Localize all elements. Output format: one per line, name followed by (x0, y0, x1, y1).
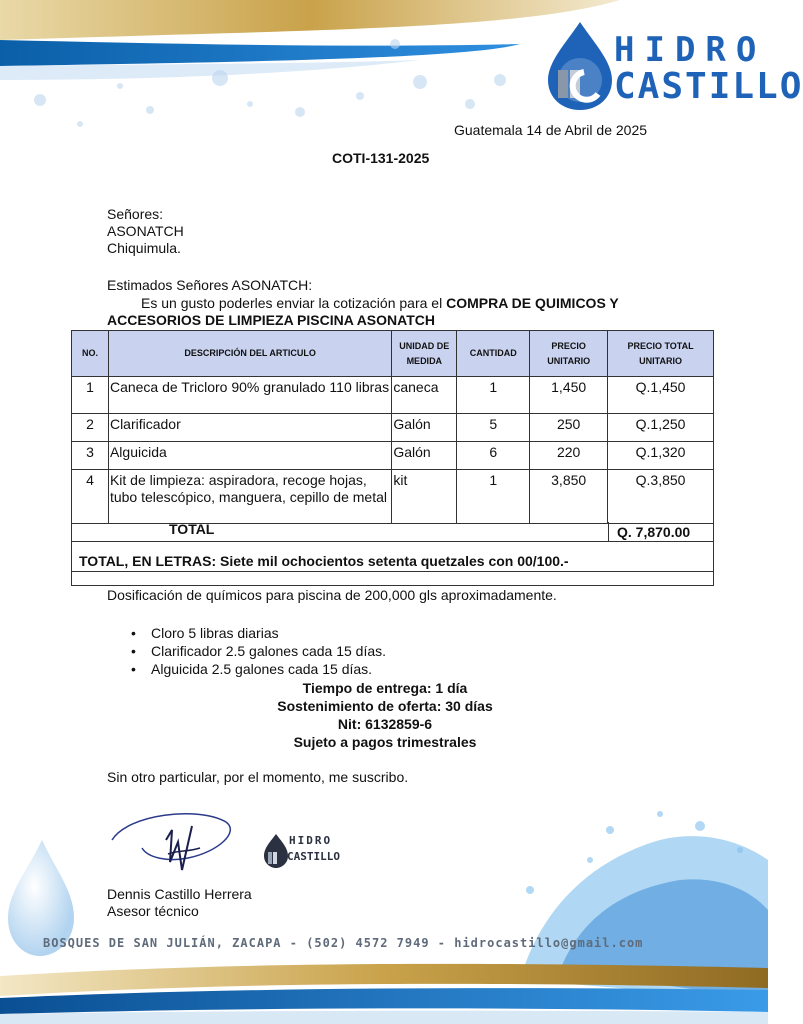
row-no: 4 (72, 470, 109, 524)
row-unit: Galón (392, 414, 457, 442)
row-quantity: 1 (457, 377, 530, 414)
dosage-list (151, 624, 386, 678)
row-unit-price: 3,850 (530, 470, 608, 524)
row-quantity: 6 (457, 442, 530, 470)
closing-text: Sin otro particular, por el momento, me suscribo. (107, 769, 409, 785)
total-value: Q. 7,870.00 (617, 524, 691, 540)
total-label: TOTAL (72, 522, 609, 541)
table-row (72, 414, 714, 442)
stamp-text-hidro: HIDRO (289, 834, 333, 847)
payment-terms: Sujeto a pagos trimestrales (293, 734, 477, 750)
row-description: Caneca de Tricloro 90% granulado 110 libras (108, 377, 391, 414)
list-item: • Clarificador 2.5 galones cada 15 días. (151, 642, 386, 660)
row-unit: caneca (392, 377, 457, 414)
table-blank-row (71, 571, 714, 586)
col-header-no: NO. (72, 331, 109, 377)
row-total: Q.1,320 (608, 442, 714, 470)
intro-subject-2: ACCESORIOS DE LIMPIEZA PISCINA ASONATCH (107, 312, 435, 328)
recipient-salutation: Señores: (107, 206, 164, 222)
total-in-words: TOTAL, EN LETRAS: Siete mil ochocientos setenta quetzales con 00/100.- (71, 541, 714, 572)
col-header-unit-price: PRECIO UNITARIO (530, 331, 608, 377)
greeting: Estimados Señores ASONATCH: (107, 277, 313, 293)
row-description: Clarificador (108, 414, 391, 442)
row-unit-price: 250 (530, 414, 608, 442)
table-row (72, 377, 714, 414)
total-row (71, 522, 714, 542)
row-description: Alguicida (108, 442, 391, 470)
row-total: Q.1,250 (608, 414, 714, 442)
logo-text-hidro: HIDRO (614, 30, 767, 70)
nit-number: Nit: 6132859-6 (337, 716, 433, 732)
footer-contact: BOSQUES DE SAN JULIÁN, ZACAPA - (502) 4572 7949 - hidrocastillo@gmail.com (43, 936, 644, 950)
intro-text: Es un gusto poderles enviar la cotización para el (141, 295, 447, 311)
intro-subject-1: COMPRA DE QUIMICOS Y (446, 295, 619, 311)
row-unit-price: 1,450 (530, 377, 608, 414)
signer-block (107, 886, 252, 920)
row-no: 1 (72, 377, 109, 414)
col-header-description: DESCRIPCIÓN DEL ARTICULO (108, 331, 391, 377)
row-unit: Galón (392, 442, 457, 470)
signer-name: Dennis Castillo Herrera (107, 886, 252, 902)
table-header-row (72, 331, 714, 377)
recipient-city: Chiquimula. (107, 240, 181, 256)
col-header-quantity: CANTIDAD (457, 331, 530, 377)
row-quantity: 1 (457, 470, 530, 524)
intro-line (141, 295, 701, 312)
document-date: Guatemala 14 de Abril de 2025 (454, 122, 648, 138)
row-quantity: 5 (457, 414, 530, 442)
offer-validity: Sostenimiento de oferta: 30 días (277, 698, 493, 714)
delivery-time: Tiempo de entrega: 1 día (302, 680, 468, 696)
col-header-unit: UNIDAD DE MEDIDA (392, 331, 457, 377)
terms-block (200, 679, 570, 751)
logo-text-castillo: CASTILLO (614, 66, 803, 107)
row-total: Q.1,450 (608, 377, 714, 414)
recipient-company: ASONATCH (107, 223, 184, 239)
row-unit: kit (392, 470, 457, 524)
row-total: Q.3,850 (608, 470, 714, 524)
signature-image (108, 800, 238, 880)
table-row (72, 470, 714, 524)
list-item: • Cloro 5 libras diarias (151, 624, 386, 642)
recipient-block (107, 206, 184, 257)
table-row (72, 442, 714, 470)
quote-reference: COTI-131-2025 (332, 150, 430, 166)
row-description: Kit de limpieza: aspiradora, recoge hojas, tubo telescópico, manguera, cepillo de metal (108, 470, 391, 524)
row-unit-price: 220 (530, 442, 608, 470)
stamp-text-castillo: CASTILLO (287, 850, 340, 863)
dosage-intro: Dosificación de químicos para piscina de 200,000 gls aproximadamente. (107, 587, 557, 603)
quote-table (71, 330, 714, 524)
row-no: 2 (72, 414, 109, 442)
row-no: 3 (72, 442, 109, 470)
col-header-total-price: PRECIO TOTAL UNITARIO (608, 331, 714, 377)
signer-title: Asesor técnico (107, 903, 199, 919)
list-item: • Alguicida 2.5 galones cada 15 días. (151, 660, 386, 678)
